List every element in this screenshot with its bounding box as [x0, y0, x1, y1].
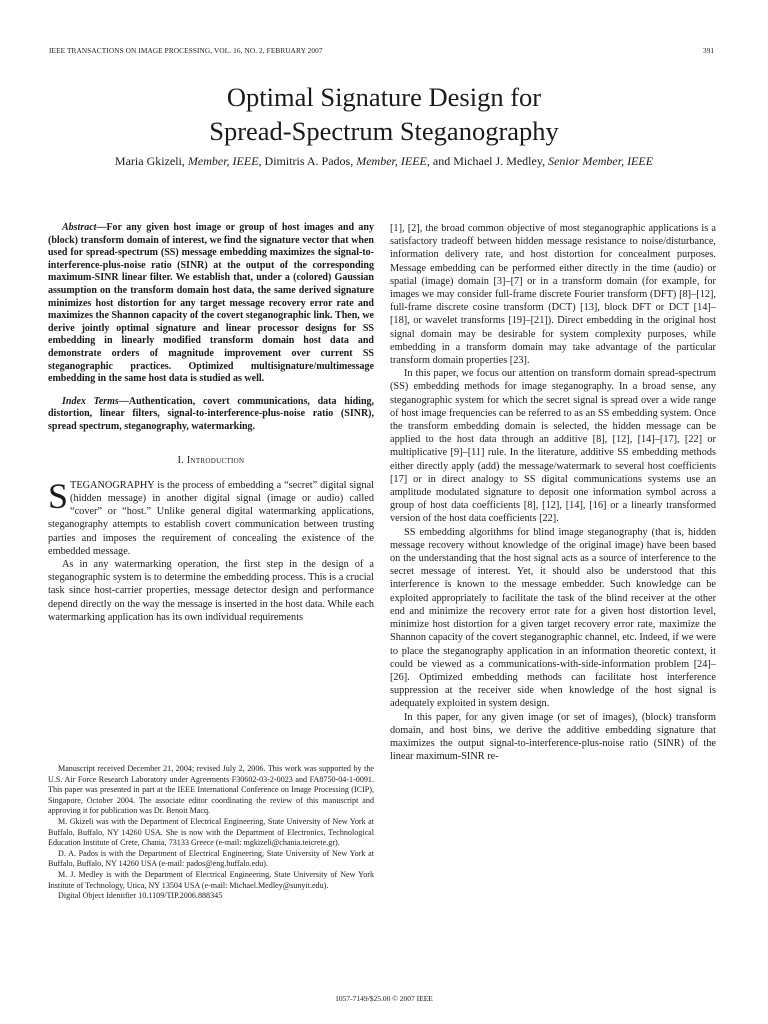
author-3-role: Senior Member, IEEE: [548, 154, 654, 168]
right-paragraph-1: [1], [2], the broad common objective of most steganographic applications is a satisfactory tradeoff between hidden message resistance to noise/disturbance, information delivery rate, and host distortion for concealment purposes. Message embedding can be performed either directly in the time (audio) or spatial (image) domain [3]–[7] or in a transform domain (for example, for images we may consider full-frame discrete Fourier transform (DFT) [8]–[12], full-frame discrete cosine transform (DCT) [13], block DFT or DCT [14]–[18], or wavelet transforms [19]–[21]). Direct embedding in the original host signal domain may be desirable for system complexity purposes, while embedding in a transform domain may take advantage of the particular transform domain properties [23].: [390, 223, 716, 367]
page-number: 391: [703, 46, 714, 55]
right-column: [390, 222, 716, 763]
footnote-gkizeli: M. Gkizeli was with the Department of Electrical Engineering, State University of New York at Buffalo, Buffalo, NY 14260 USA. She is now with the Department of Electronics, Technological Education Institute of Crete, Chania, 73133 Greece (e-mail: mgkizeli@chania.teicrete.gr).: [48, 816, 374, 848]
footnote-doi: Digital Object Identifier 10.1109/TIP.2006.888345: [58, 891, 223, 901]
paper-title: [0, 80, 768, 148]
index-terms-text: —Authentication, covert communications, data hiding, distortion, linear filters, signal-to-interference-plus-noise ratio (SINR), spread spectrum, steganography, watermarking.: [48, 395, 375, 432]
index-terms-label: Index Terms: [62, 395, 119, 407]
footnotes: [48, 764, 374, 902]
footnote-pados: D. A. Pados is with the Department of Electrical Engineering, State University of New York at Buffalo, Buffalo, NY 14260 USA (e-mail: pados@eng.buffalo.edu).: [48, 848, 374, 869]
abstract-label: Abstract: [62, 222, 97, 233]
intro-paragraph-1: [48, 475, 374, 558]
author-3-name: , and Michael J. Medley,: [426, 154, 549, 168]
intro-paragraph-1-text: TEGANOGRAPHY is the process of embedding a “secret” digital signal (hidden message) in another digital signal (image or audio) called “cover” or “host.” Unlike general digital watermarking applications, steganography attempts to establish covert communication between trusting parties and imposes the requirement of concealing the existence of the embedded message.: [48, 479, 374, 557]
author-list: [0, 154, 768, 169]
abstract: [48, 222, 374, 386]
right-paragraph-2: In this paper, we focus our attention on transform domain spread-spectrum (SS) embedding methods for image steganography. In a broad sense, any steganographic system for which the secret signal is spread over a wide range of host image frequencies can be referred to as an SS embedding system. Once the transform embedding domain is selected, the hidden message can be applied to the host data through an additive [8], [12], [14]–[17], [22] or multiplicative [9]–[11] rule. In the literature, additive SS embedding methods either directly apply (add) the message/watermark to several host coefficients [17] or in direct analogy to SS digital communications systems use an amplitude modulated signature to deposit one information symbol across a group of host data coefficients [8], [12], [14], [16] or a linearly transformed version of the host data coefficients [22].: [390, 368, 716, 525]
section-title: Introduction: [186, 454, 245, 466]
author-1-role: Member, IEEE: [187, 154, 259, 168]
drop-cap: S: [48, 475, 69, 516]
issn-footer: 1057-7149/$25.00 © 2007 IEEE: [335, 994, 433, 1003]
author-1-name: Maria Gkizeli,: [114, 154, 188, 168]
running-header: IEEE TRANSACTIONS ON IMAGE PROCESSING, VOL. 16, NO. 2, FEBRUARY 2007: [49, 46, 323, 55]
title-line-2: Spread-Spectrum Steganography: [209, 116, 559, 146]
title-line-1: Optimal Signature Design for: [226, 82, 542, 112]
author-2-name: , Dimitris A. Pados,: [258, 154, 357, 168]
right-paragraph-3: SS embedding algorithms for blind image steganography (that is, hidden message recovery without knowledge of the original image) have been based on the understanding that the host signal acts as a source of interference to the secret message of interest. Yet, it should also be understood that this interference is known to the message embedder. Such knowledge can be exploited appropriately to facilitate the task of the blind receiver at the other end and minimize the recovery error rate for a given host distortion level, minimize host distortion for a given target recovery error rate, maximize the Shannon capacity of the covert steganographic channel, etc. Indeed, if we were to place the steganography application in an information theoretic context, it could be viewed as a communications-with-side-information problem [24]–[26]. Optimized embedding methods can facilitate host interference suppression at the receiver side when knowledge of the host signal is adequately exploited in system design.: [390, 526, 716, 710]
author-2-role: Member, IEEE: [356, 154, 427, 168]
footnote-manuscript: Manuscript received December 21, 2004; revised July 2, 2006. This work was supported by the U.S. Air Force Research Laboratory under Agreements F30602-03-2-0023 and FA8750-04-1-0091. This paper was presented in part at the IEEE International Conference on Image Processing (ICIP), Singapore, October 2004. The associate editor coordinating the review of this manuscript and approving it for publication was Dr. Benoit Macq.: [48, 764, 374, 816]
section-number: I.: [177, 454, 187, 466]
right-paragraph-4: In this paper, for any given image (or set of images), (block) transform domain, and host bins, we derive the additive embedding signature that maximizes the output signal-to-interference-plus-noise ratio (SINR) of the linear maximum-SINR re-: [390, 711, 716, 763]
footnote-medley: M. J. Medley is with the Department of Electrical Engineering, State University of New York Institute of Technology, Utica, NY 13504 USA (e-mail: Michael.Medley@sunyit.edu).: [48, 869, 374, 890]
abstract-text: —For any given host image or group of host images and any (block) transform domain of interest, we find the signature vector that when used for spread-spectrum (SS) message embedding maximizes the signal-to-interference-plus-noise ratio (SINR) at the output of the corresponding maximum-SINR linear filter. We establish that, under a (colored) Gaussian assumption on the transform domain host data, the same derived signature minimizes host distortion for any target message recovery error rate and maximizes the Shannon capacity of the covert steganographic link. Then, we derive jointly optimal signature and linear processor designs for SS embedding in linearly modified transform domain host data and demonstrate orders of magnitude improvement over current SS steganographic practices. Optimized multisignature/multimessage embedding in the same host data is studied as well.: [48, 222, 374, 385]
left-column: [48, 222, 374, 624]
index-terms: [48, 396, 374, 434]
section-heading: [48, 454, 374, 467]
intro-paragraph-2: As in any watermarking operation, the first step in the design of a steganographic system is to determine the embedding process. This is a crucial task since host-carrier properties, message detector design and performance depend directly on the way the message is inserted in the host data. While each watermarking application has its own individual requirements: [48, 558, 374, 623]
